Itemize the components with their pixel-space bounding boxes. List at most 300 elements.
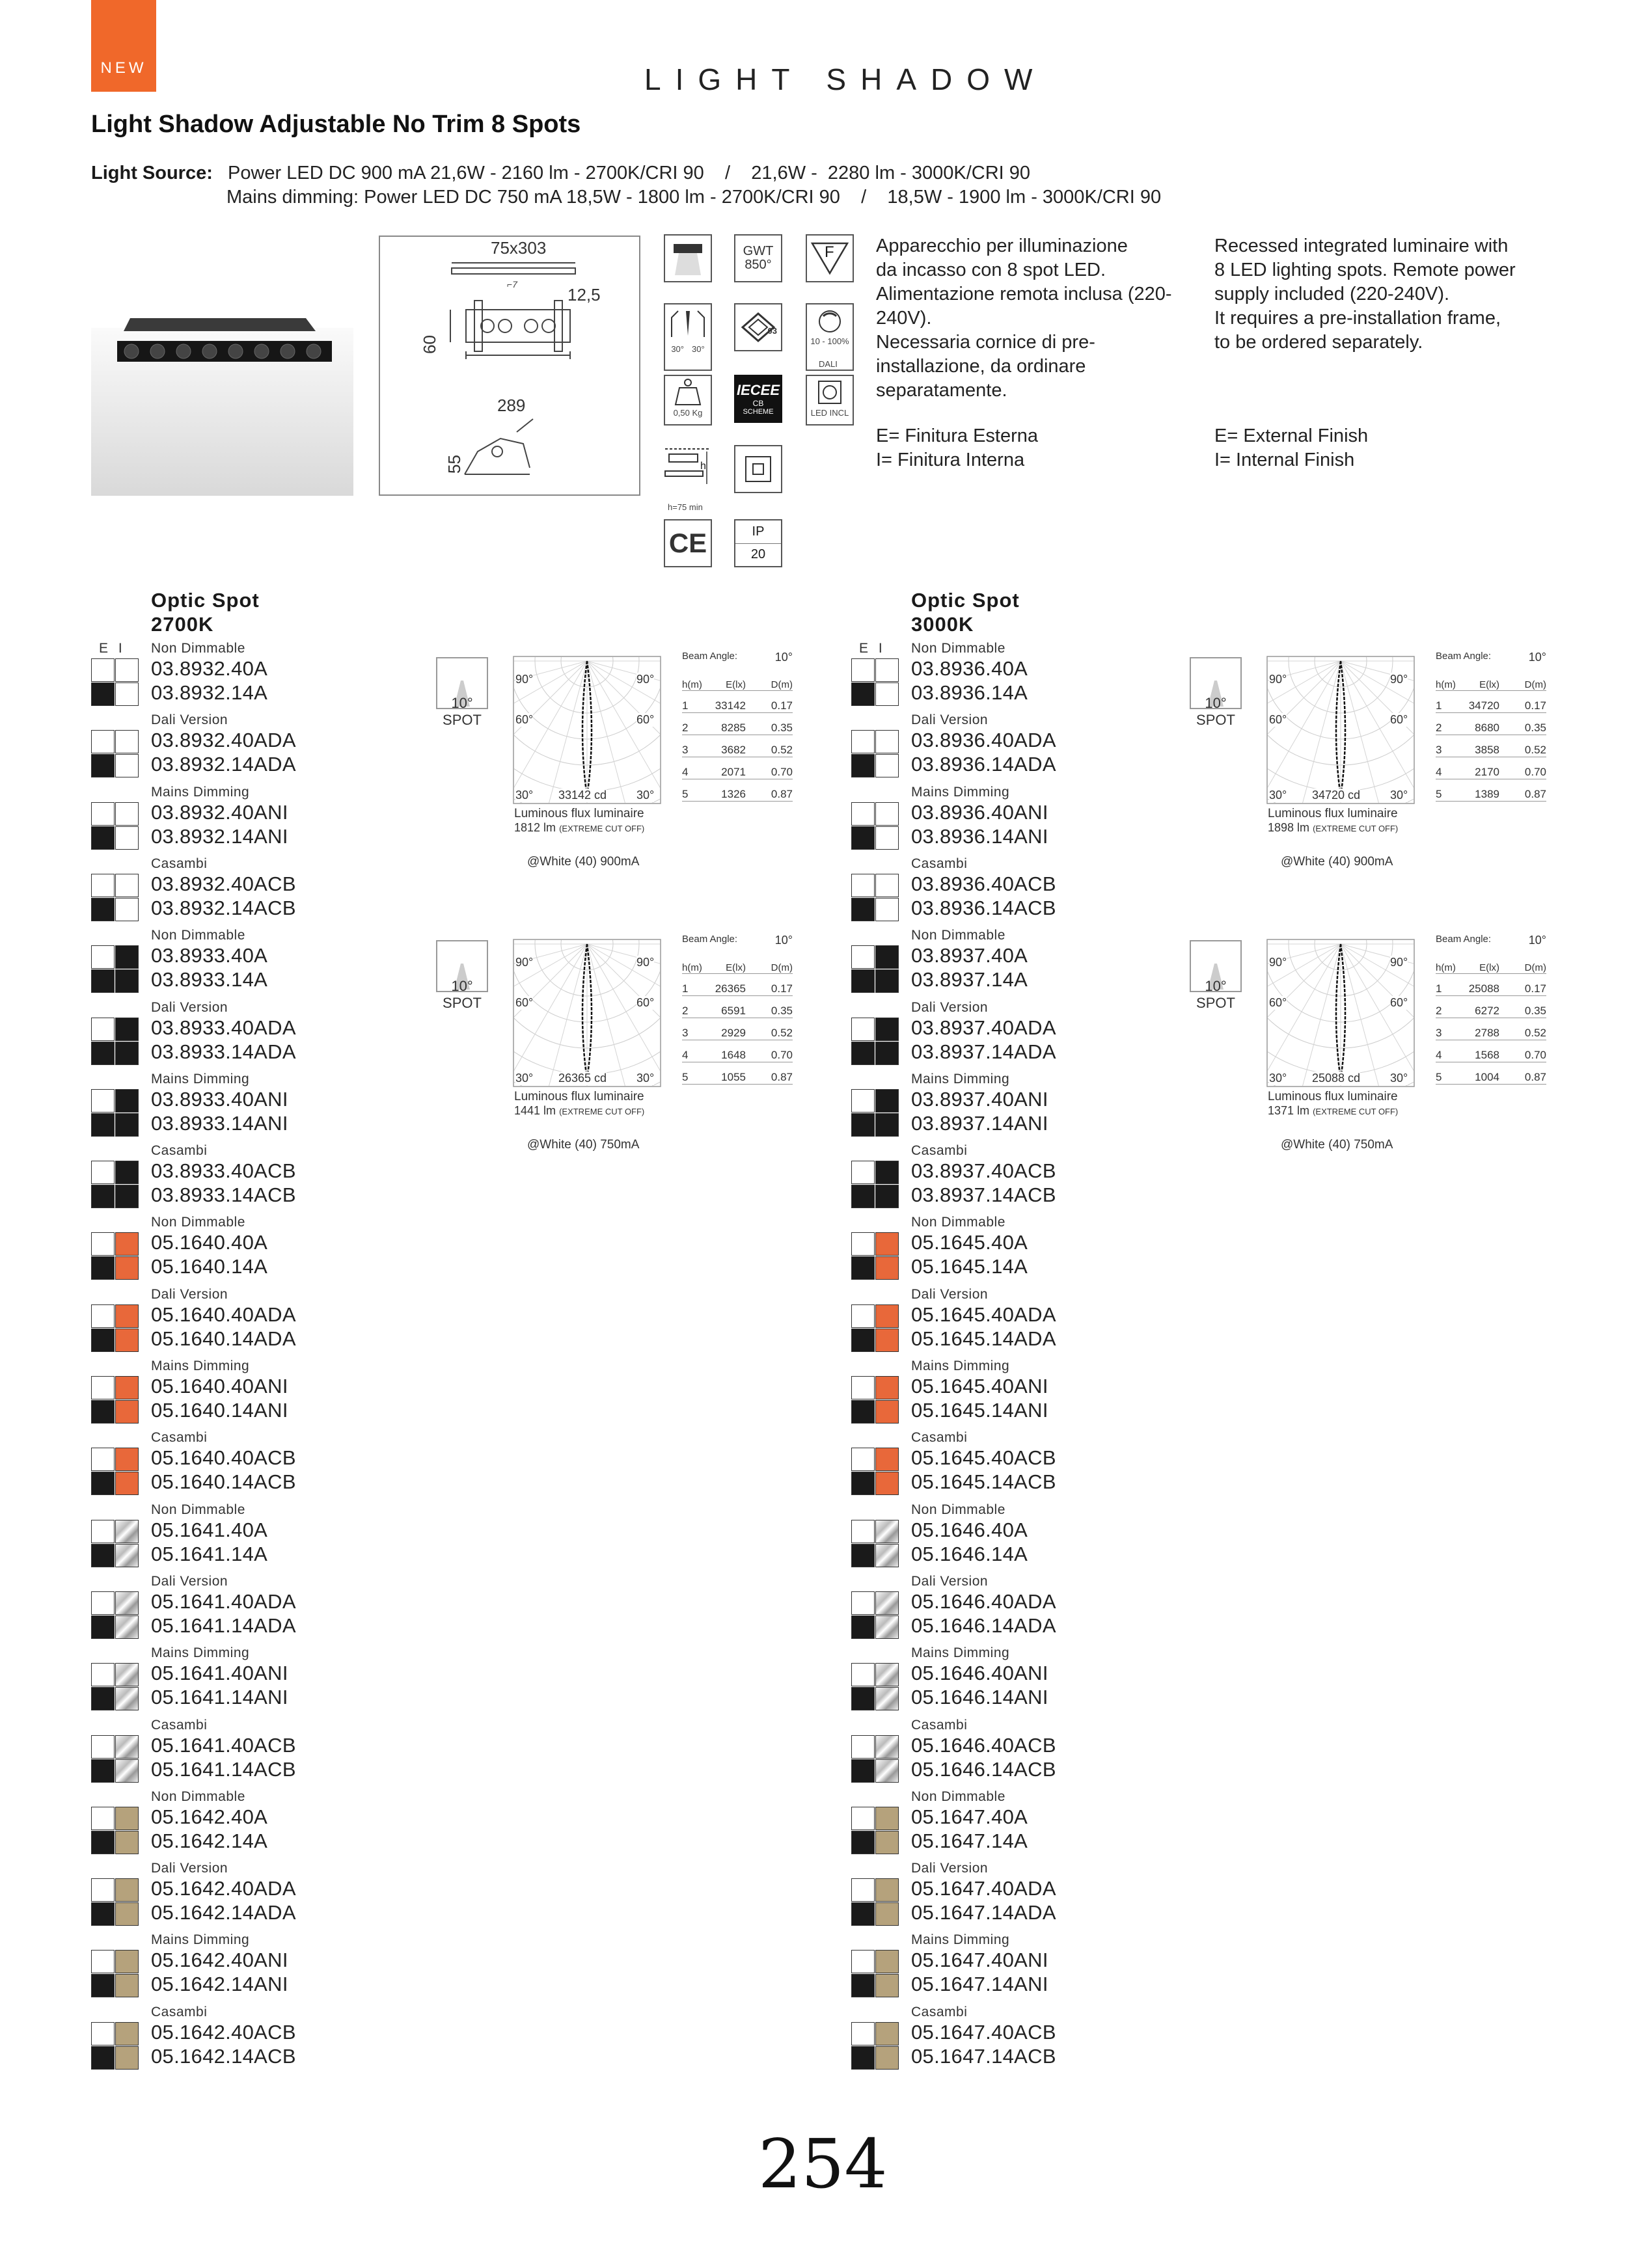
angle-60-left-label: 60° <box>1269 996 1287 1009</box>
product-code: 03.8933.40ADA <box>151 1016 296 1039</box>
table-cell: 3 <box>682 1027 689 1039</box>
product-code: 03.8936.40ANI <box>911 800 1048 824</box>
luminous-flux-value <box>514 821 644 835</box>
weight-label: 0,50 Kg <box>673 408 703 418</box>
internal-finish-swatch <box>115 2046 139 2070</box>
external-finish-swatch <box>851 1735 875 1759</box>
dim-depth-label: 55 <box>444 455 464 474</box>
external-finish-swatch <box>91 1831 115 1854</box>
variant-label: Mains Dimming <box>911 784 1010 800</box>
variant-label: Non Dimmable <box>151 1789 245 1804</box>
external-finish-swatch <box>851 1018 875 1041</box>
external-finish-swatch <box>91 1232 115 1256</box>
internal-finish-swatch <box>875 1042 899 1065</box>
internal-finish-swatch <box>115 1663 139 1686</box>
variant-label: Dali Version <box>911 1573 989 1589</box>
angle-30-left-label: 30° <box>515 1072 534 1085</box>
internal-finish-swatch <box>875 1232 899 1256</box>
product-code: 05.1642.14A <box>151 1829 268 1852</box>
table-cell: 2 <box>1436 722 1442 734</box>
table-cell: 0.87 <box>1524 788 1546 800</box>
external-finish-swatch <box>91 945 115 969</box>
angle-30-right-label: 30° <box>1390 789 1408 802</box>
internal-finish-swatch <box>115 1950 139 1973</box>
external-finish-swatch <box>851 1544 875 1567</box>
table-cell: 0.70 <box>1524 766 1546 778</box>
external-finish-swatch <box>91 898 115 921</box>
variant-label: Casambi <box>911 856 968 871</box>
variant-label: Mains Dimming <box>911 1358 1010 1373</box>
table-cell: 8680 <box>1475 722 1499 734</box>
table-cell: 1 <box>1436 982 1442 995</box>
table-header-cell: E(lx) <box>1479 679 1499 690</box>
table-cell: 3 <box>1436 1027 1442 1039</box>
page-number: 254 <box>758 2124 888 2204</box>
table-cell: 0.87 <box>1524 1071 1546 1083</box>
external-finish-swatch <box>91 969 115 993</box>
variant-label: Dali Version <box>151 999 228 1015</box>
product-code: 05.1645.14ADA <box>911 1327 1056 1350</box>
external-finish-swatch <box>91 1615 115 1639</box>
light-source-label: Light Source: <box>91 163 213 183</box>
variant-label: Dali Version <box>911 999 989 1015</box>
product-code: 05.1641.40A <box>151 1518 268 1541</box>
finish-legend-italian: E= Finitura Esterna I= Finitura Interna <box>876 425 1039 470</box>
product-code: 03.8933.14ANI <box>151 1111 288 1135</box>
external-finish-swatch <box>91 1161 115 1184</box>
external-finish-swatch <box>91 1974 115 1997</box>
variant-label: Non Dimmable <box>151 641 245 656</box>
table-cell: 6591 <box>721 1005 746 1017</box>
internal-finish-swatch <box>115 2022 139 2045</box>
photometric-table-header <box>1436 952 1546 974</box>
external-finish-swatch <box>91 682 115 706</box>
product-code: 05.1640.14ANI <box>151 1399 288 1422</box>
variant-label: Dali Version <box>911 1861 989 1876</box>
internal-finish-swatch <box>115 1042 139 1065</box>
product-code: 05.1646.14ADA <box>911 1613 1056 1637</box>
table-cell: 2 <box>682 722 689 734</box>
table-header-cell: h(m) <box>682 679 702 690</box>
variant-label: Dali Version <box>151 1286 228 1302</box>
variant-label: Casambi <box>911 1430 968 1446</box>
angle-30-left-label: 30° <box>515 789 534 802</box>
product-code: 03.8936.14ANI <box>911 824 1048 848</box>
angle-30-left-label: 30° <box>1269 1072 1287 1085</box>
external-finish-swatch <box>851 1376 875 1399</box>
product-code: 03.8937.14ANI <box>911 1111 1048 1135</box>
photometric-table-row <box>682 757 793 779</box>
table-header-cell: D(m) <box>1524 679 1546 690</box>
product-code: 03.8933.14ADA <box>151 1040 296 1063</box>
variant-label: Dali Version <box>151 712 228 728</box>
internal-finish-swatch <box>875 1304 899 1328</box>
dali-label: DALI <box>819 359 838 369</box>
internal-finish-swatch <box>875 1974 899 1997</box>
angle-90-left-label: 90° <box>515 956 534 969</box>
product-code: 05.1647.14ACB <box>911 2044 1056 2068</box>
internal-finish-swatch <box>875 1807 899 1830</box>
optic-heading <box>911 588 1020 636</box>
external-finish-swatch <box>851 1902 875 1926</box>
product-code: 05.1640.40ANI <box>151 1375 288 1397</box>
external-finish-swatch <box>91 1735 115 1759</box>
test-condition-note: @White (40) 750mA <box>1281 1138 1393 1152</box>
internal-finish-swatch <box>875 1185 899 1208</box>
external-finish-swatch <box>851 1591 875 1615</box>
product-code: 05.1645.14ANI <box>911 1399 1048 1422</box>
product-code: 05.1645.40A <box>911 1231 1028 1254</box>
photometric-table-row <box>1436 974 1546 996</box>
external-finish-swatch <box>851 826 875 850</box>
external-finish-swatch <box>91 1950 115 1973</box>
peak-intensity-label: 26365 cd <box>558 1072 607 1085</box>
new-badge: NEW <box>91 0 156 92</box>
external-finish-swatch <box>91 1807 115 1830</box>
variant-label: Dali Version <box>911 1286 989 1302</box>
dim-width-label: 289 <box>497 396 526 415</box>
product-code: 05.1642.14ACB <box>151 2044 296 2068</box>
angle-90-right-label: 90° <box>636 956 655 969</box>
external-finish-swatch <box>91 1687 115 1710</box>
angle-90-left-label: 90° <box>1269 956 1287 969</box>
internal-finish-swatch <box>115 826 139 850</box>
external-finish-swatch <box>91 1448 115 1471</box>
internal-finish-swatch <box>875 1089 899 1113</box>
optic-type-label: SPOT <box>1196 712 1235 728</box>
table-cell: 0.70 <box>771 1049 793 1061</box>
internal-finish-swatch <box>875 2046 899 2070</box>
photometric-table-row <box>1436 1062 1546 1085</box>
table-cell: 25088 <box>1468 982 1499 995</box>
internal-finish-swatch <box>875 1687 899 1710</box>
product-code: 03.8937.14ADA <box>911 1040 1056 1063</box>
external-finish-swatch <box>851 1185 875 1208</box>
variant-label: Mains Dimming <box>911 1645 1010 1661</box>
internal-finish-swatch <box>115 1615 139 1639</box>
table-cell: 4 <box>682 766 689 778</box>
external-finish-swatch <box>851 682 875 706</box>
internal-finish-swatch <box>115 1161 139 1184</box>
table-cell: 3858 <box>1475 744 1499 756</box>
variant-label: Non Dimmable <box>151 1215 245 1230</box>
beam-angle-title: Beam Angle: <box>1436 934 1492 945</box>
internal-finish-swatch <box>115 1256 139 1280</box>
internal-finish-swatch <box>875 826 899 850</box>
angle-60-right-label: 60° <box>636 996 655 1009</box>
internal-finish-swatch <box>875 1950 899 1973</box>
table-cell: 5 <box>1436 1071 1442 1083</box>
optic-heading-line2: 2700K <box>151 613 214 636</box>
product-code: 03.8932.14A <box>151 681 268 704</box>
photometric-table-row <box>1436 735 1546 757</box>
table-cell: 0.70 <box>1524 1049 1546 1061</box>
internal-finish-swatch <box>875 1591 899 1615</box>
product-code: 03.8932.14ADA <box>151 753 296 776</box>
external-finish-swatch <box>851 658 875 682</box>
flux-note: (EXTREME CUT OFF) <box>1313 1107 1399 1116</box>
optic-heading-line1: Optic Spot <box>911 589 1020 612</box>
table-cell: 26365 <box>715 982 746 995</box>
external-finish-swatch <box>851 1472 875 1495</box>
optic-type-label: SPOT <box>443 712 482 728</box>
internal-finish-swatch <box>875 1472 899 1495</box>
external-finish-swatch <box>851 969 875 993</box>
beam-angle-label: 10° <box>451 695 473 711</box>
product-code: 05.1640.14ADA <box>151 1327 296 1350</box>
table-cell: 6272 <box>1475 1005 1499 1017</box>
variant-label: Casambi <box>151 856 208 871</box>
variant-label: Casambi <box>151 1430 208 1446</box>
variant-label: Mains Dimming <box>151 1932 250 1948</box>
variant-label: Mains Dimming <box>151 1358 250 1373</box>
internal-finish-swatch <box>875 1400 899 1424</box>
square-frame-icon <box>734 445 782 493</box>
external-finish-swatch <box>91 1591 115 1615</box>
product-code: 05.1646.14ANI <box>911 1686 1048 1709</box>
luminous-flux-value <box>1268 1104 1398 1118</box>
table-cell: 0.17 <box>771 982 793 995</box>
product-code: 05.1641.40ADA <box>151 1589 296 1613</box>
test-condition-note: @White (40) 900mA <box>527 855 640 869</box>
external-finish-swatch <box>91 730 115 753</box>
variant-label: Mains Dimming <box>151 1645 250 1661</box>
angle-60-right-label: 60° <box>636 713 655 726</box>
internal-finish-swatch <box>115 1974 139 1997</box>
internal-finish-swatch <box>115 802 139 826</box>
beam-angle-title: Beam Angle: <box>1436 651 1492 662</box>
table-header-cell: E(lx) <box>726 962 746 973</box>
external-finish-swatch <box>851 1400 875 1424</box>
table-cell: 5 <box>682 1071 689 1083</box>
product-code: 05.1641.40ACB <box>151 1733 296 1757</box>
internal-finish-swatch <box>115 1232 139 1256</box>
external-finish-swatch <box>851 1878 875 1902</box>
variant-label: Non Dimmable <box>911 928 1005 943</box>
finish-columns-label: E I <box>99 641 122 656</box>
optic-type-label: SPOT <box>1196 995 1235 1011</box>
table-header-cell: h(m) <box>1436 962 1456 973</box>
angle-90-right-label: 90° <box>1390 673 1408 686</box>
table-cell: 1326 <box>721 788 746 800</box>
external-finish-swatch <box>851 2046 875 2070</box>
angle-60-right-label: 60° <box>1390 713 1408 726</box>
photometric-table <box>1436 934 1546 1085</box>
internal-finish-swatch <box>115 1400 139 1424</box>
angle-30-left-label: 30° <box>1269 789 1287 802</box>
f-mark-icon <box>806 234 854 282</box>
external-finish-swatch <box>91 826 115 850</box>
photometric-table-row <box>682 779 793 802</box>
test-condition-note: @White (40) 900mA <box>1281 855 1393 869</box>
external-finish-swatch <box>91 2022 115 2045</box>
table-cell: 1648 <box>721 1049 746 1061</box>
product-code: 03.8936.40ACB <box>911 872 1056 895</box>
table-cell: 1568 <box>1475 1049 1499 1061</box>
external-finish-swatch <box>851 730 875 753</box>
led-incl-icon <box>806 375 854 425</box>
product-code: 03.8936.40A <box>911 657 1028 680</box>
table-cell: 0.70 <box>771 766 793 778</box>
table-cell: 2 <box>1436 1005 1442 1017</box>
external-finish-swatch <box>851 1807 875 1830</box>
beam-angle-row <box>1436 651 1546 669</box>
table-cell: 4 <box>1436 766 1442 778</box>
internal-finish-swatch <box>875 1376 899 1399</box>
product-code: 05.1646.40ACB <box>911 1733 1056 1757</box>
internal-finish-swatch <box>875 682 899 706</box>
dim-top-label: 75x303 <box>491 238 547 258</box>
product-code: 05.1646.40A <box>911 1518 1028 1541</box>
variant-label: Dali Version <box>151 1861 228 1876</box>
internal-finish-swatch <box>875 1329 899 1352</box>
photometric-table-row <box>1436 713 1546 735</box>
test-condition-note: @White (40) 750mA <box>527 1138 640 1152</box>
table-cell: 0.35 <box>1524 722 1546 734</box>
gwt-icon <box>734 234 782 282</box>
product-code: 05.1641.40ANI <box>151 1662 288 1685</box>
product-code: 05.1645.14ACB <box>911 1470 1056 1494</box>
product-code: 05.1647.40ADA <box>911 1877 1056 1900</box>
external-finish-swatch <box>91 1042 115 1065</box>
photometric-table-row <box>682 735 793 757</box>
external-finish-swatch <box>851 2022 875 2045</box>
external-finish-swatch <box>851 1950 875 1973</box>
table-cell: 0.17 <box>1524 982 1546 995</box>
internal-finish-swatch <box>875 1018 899 1041</box>
product-code: 05.1640.14A <box>151 1255 268 1278</box>
internal-finish-swatch <box>875 2022 899 2045</box>
table-cell: 34720 <box>1468 699 1499 712</box>
external-finish-swatch <box>91 2046 115 2070</box>
internal-finish-swatch <box>115 969 139 993</box>
product-code: 03.8937.40ADA <box>911 1016 1056 1039</box>
product-code: 03.8932.40A <box>151 657 268 680</box>
product-code: 05.1645.40ADA <box>911 1303 1056 1326</box>
luminous-flux-label: Luminous flux luminaire <box>1268 1090 1398 1103</box>
photometric-table-row <box>682 974 793 996</box>
table-cell: 2788 <box>1475 1027 1499 1039</box>
variant-label: Mains Dimming <box>151 1071 250 1087</box>
photometric-table <box>682 934 793 1085</box>
product-code: 05.1641.14ANI <box>151 1686 288 1709</box>
photometric-table-row <box>682 691 793 713</box>
internal-finish-swatch <box>875 1256 899 1280</box>
internal-finish-swatch <box>115 898 139 921</box>
beam-angle-value: 10° <box>1528 651 1546 664</box>
table-cell: 3 <box>682 744 689 756</box>
flux-note: (EXTREME CUT OFF) <box>559 824 645 833</box>
angle-90-left-label: 90° <box>1269 673 1287 686</box>
external-finish-swatch <box>851 1520 875 1543</box>
internal-finish-swatch <box>875 1735 899 1759</box>
tilt-right-label: 30° <box>692 344 705 354</box>
angle-60-left-label: 60° <box>515 996 534 1009</box>
internal-finish-swatch <box>875 1520 899 1543</box>
external-finish-swatch <box>91 1376 115 1399</box>
variant-label: Casambi <box>911 1143 968 1159</box>
external-finish-swatch <box>91 1089 115 1113</box>
internal-finish-swatch <box>115 1807 139 1830</box>
product-code: 05.1647.40ACB <box>911 2020 1056 2044</box>
angle-30-right-label: 30° <box>636 789 655 802</box>
photometric-table-row <box>1436 996 1546 1018</box>
external-finish-swatch <box>91 1759 115 1783</box>
angle-90-right-label: 90° <box>636 673 655 686</box>
table-cell: 3 <box>1436 744 1442 756</box>
luminous-flux-value <box>514 1104 644 1118</box>
flux-note: (EXTREME CUT OFF) <box>559 1107 645 1116</box>
external-finish-swatch <box>851 1831 875 1854</box>
internal-finish-swatch <box>875 1902 899 1926</box>
external-finish-swatch <box>91 802 115 826</box>
table-cell: 2929 <box>721 1027 746 1039</box>
luminous-flux-label: Luminous flux luminaire <box>1268 807 1398 820</box>
external-finish-swatch <box>851 1042 875 1065</box>
internal-finish-swatch <box>115 1759 139 1783</box>
external-finish-swatch <box>91 1018 115 1041</box>
iecee-scheme-text: SCHEME <box>743 408 774 416</box>
internal-finish-swatch <box>115 1448 139 1471</box>
photometric-table-header <box>682 669 793 691</box>
external-finish-swatch <box>851 754 875 777</box>
internal-finish-swatch <box>115 1185 139 1208</box>
external-finish-swatch <box>851 1974 875 1997</box>
variant-label: Casambi <box>911 1717 968 1733</box>
table-cell: 0.35 <box>771 1005 793 1017</box>
photometric-table-row <box>682 1018 793 1040</box>
internal-finish-swatch <box>875 1831 899 1854</box>
table-header-cell: h(m) <box>1436 679 1456 690</box>
product-code: 03.8936.14ACB <box>911 896 1056 919</box>
table-cell: 0.17 <box>771 699 793 712</box>
internal-finish-swatch <box>875 730 899 753</box>
external-finish-swatch <box>851 898 875 921</box>
dim-height-label: 60 <box>419 335 439 354</box>
internal-finish-swatch <box>115 730 139 753</box>
variant-label: Mains Dimming <box>911 1071 1010 1087</box>
installation-height-icon <box>664 445 712 491</box>
variant-label: Non Dimmable <box>911 1789 1005 1804</box>
photometric-table-row <box>1436 757 1546 779</box>
internal-finish-swatch <box>875 1759 899 1783</box>
product-code: 05.1645.40ANI <box>911 1375 1048 1397</box>
flux-value: 1812 lm <box>514 821 556 834</box>
table-cell: 1 <box>682 699 689 712</box>
table-cell: 3682 <box>721 744 746 756</box>
internal-finish-swatch <box>115 945 139 969</box>
variant-label: Non Dimmable <box>151 928 245 943</box>
photometric-table-row <box>1436 1040 1546 1062</box>
internal-finish-swatch <box>115 1544 139 1567</box>
external-finish-swatch <box>851 1161 875 1184</box>
product-code: 03.8933.40A <box>151 944 268 967</box>
product-code: 03.8937.40ANI <box>911 1087 1048 1111</box>
internal-finish-swatch <box>875 1544 899 1567</box>
technical-drawing <box>379 236 640 496</box>
table-cell: 0.87 <box>771 1071 793 1083</box>
optic-heading-line1: Optic Spot <box>151 589 260 612</box>
table-cell: 33142 <box>715 699 746 712</box>
table-cell: 8285 <box>721 722 746 734</box>
variant-label: Non Dimmable <box>151 1502 245 1517</box>
height-letter: h <box>700 461 706 472</box>
photometric-table <box>1436 651 1546 802</box>
light-source-line-2: Mains dimming: Power LED DC 750 mA 18,5W - 1800 lm - 2700K/CRI 90 / 18,5W - 1900 lm - 3000K/CRI 90 <box>226 187 1162 208</box>
external-finish-swatch <box>851 1448 875 1471</box>
dali-range-label: 10 - 100% <box>810 336 849 346</box>
internal-finish-swatch <box>875 945 899 969</box>
